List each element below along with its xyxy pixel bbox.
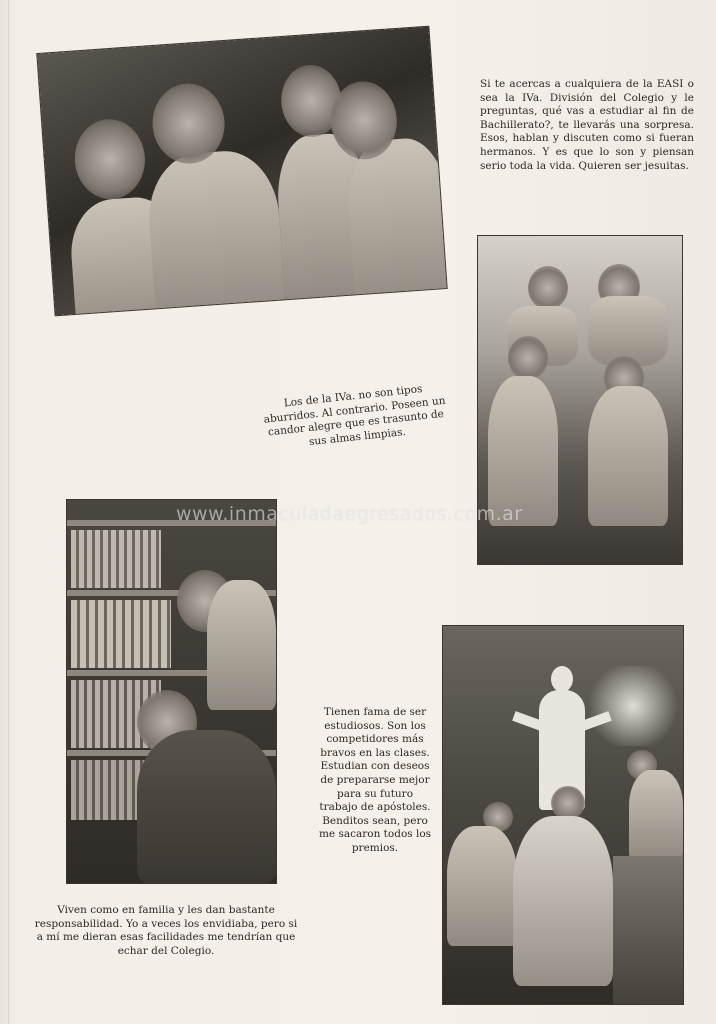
photo-students-laughing bbox=[37, 27, 446, 316]
caption-center: Tienen fama de ser estudiosos. Son los competidores más bravos en las clases. Estudian con deseos de prepararse mejor para su futuro trabajo de apóstoles. Benditos sean, pero me sacaron todos los premios. bbox=[318, 706, 432, 854]
caption-top-right: Si te acercas a cualquiera de la EASI o sea la IVa. División del Colegio y le preguntas, qué vas a estudiar al fin de Bachillerato?, te llevarás una sorpresa. Esos, hablan y discuten como si fueran hermanos. Y es que lo son y piensan serio toda la vida. Quieren ser jesuitas. bbox=[480, 78, 694, 172]
caption-middle-left: Los de la IVa. no son tipos aburridos. Al contrario. Poseen un candor alegre que es trasunto de sus almas limpias. bbox=[263, 383, 446, 448]
photo-virgin-statue bbox=[443, 626, 683, 1004]
caption-bottom-left: Viven como en familia y les dan bastante responsabilidad. Yo a veces los envidiaba, pero si a mí me dieran esas facilidades me tendrían que echar del Colegio. bbox=[34, 904, 298, 957]
photo-library bbox=[67, 500, 276, 883]
page-edge bbox=[8, 0, 9, 1024]
watermark-text: www.inmaculadaegresados.com.ar bbox=[176, 503, 523, 525]
